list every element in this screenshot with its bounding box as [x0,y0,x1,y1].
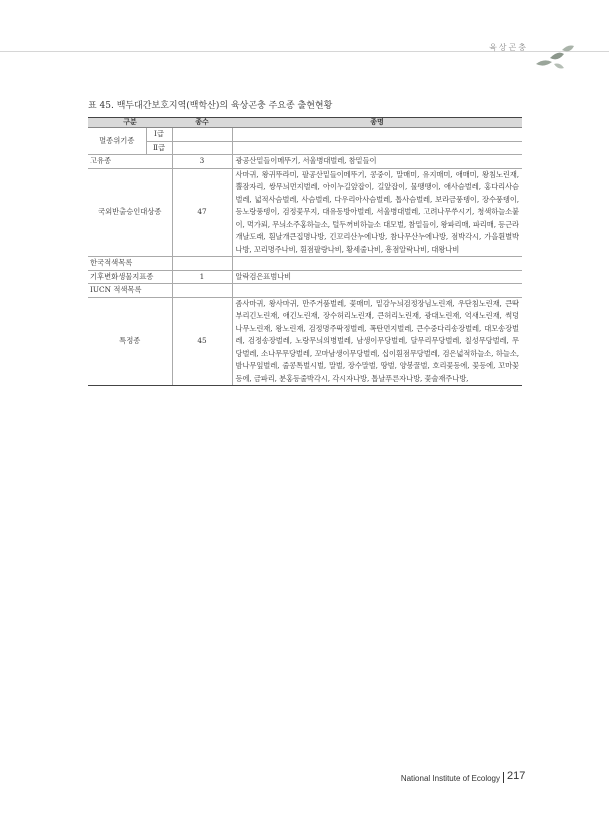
count-cell: 1 [172,270,232,284]
count-cell [172,141,232,155]
count-cell: 3 [172,155,232,169]
leaf-decoration-icon [534,44,576,72]
header-category: 구분 [88,118,172,128]
species-table [88,117,522,386]
species-cell: 좀사마귀, 왕사마귀, 만주거품벌레, 꽃매미, 밑감누늬검정장님노린재, 우단침노린재, 큰딱부리긴노린재, 애긴노린재, 장수허리노린재, 큰허리노린재, 광대노린재, 억새노린재, 썩덩나무노린재, 왕노린재, 검정명주딱정벌레, 폭탄먼지벌레, 큰수중다리송장벌레, 대모송장벌레, 검정송장벌레, 노랑무늬의병벌레, 남생이무당벌레, 달무리무당벌레, 칠성무당벌레, 무당벌레, 소나무무당벌레, 꼬마남생이무당벌레, 십이흰점무당벌레, 검은넓적하늘소, 하늘소, 밤나무잎벌레, 줄콩톡벌시벌, 말벌, 장수말벌, 땅벌, 양봉꿀벌, 호리꽃등에, 꽃등에, 꼬마꽃등에, 금파리, 분홍등줄박각시, 각시자나방, 톱날푸른자나방, 꽃술재주나방, [232,297,522,386]
category-cell: 특정종 [88,297,172,386]
category-cell: IUCN 적색목록 [88,284,172,298]
footer-institute: National Institute of Ecology [400,774,500,783]
grade-cell: Ⅰ급 [146,128,172,142]
category-cell: 국외반출승인대상종 [88,168,172,257]
category-cell: 멸종위기종 [88,128,146,155]
table-row [88,257,522,271]
count-cell: 45 [172,297,232,386]
table-header-row [88,118,522,128]
section-label: 육상곤충 [489,43,528,52]
table-row [88,297,522,386]
count-cell [172,284,232,298]
species-cell [232,141,522,155]
species-cell: 알락검은표범나비 [232,270,522,284]
table-row [88,284,522,298]
species-cell [232,257,522,271]
species-cell: 사마귀, 왕귀뚜라미, 팔공산밑들이메뚜기, 콩중이, 말매미, 유지매미, 애매미, 왕침노린재, 뿔잠자리, 쌍무늬먼지벌레, 아이누길앞잡이, 길앞잡이, 물땡땡이, 애사슴벌레, 홍다리사슴벌레, 넓적사슴벌레, 사슴벌레, 다우리아사슴벌레, 톱사슴벌레, 보라금풍뎅이, 장수풍뎅이, 등노랑풍뎅이, 검정꽃무지, 대유동방아벌레, 서울병대벌레, 고려나무쑤시기, 청색하늘소붙이, 먹가뢰, 무늬소주홍하늘소, 털두꺼비하늘소 대모벌, 참밑들이, 왕파리매, 파리매, 등근라개날도래, 흰날개큰집명나방, 긴꼬리산누에나방, 참나무산누에나방, 점박각시, 가을휜별박나방, 꼬리명주나비, 흰점팔랑나비, 황세줄나비, 흥점알락나비, 대왕나비 [232,168,522,257]
grade-cell: Ⅱ급 [146,141,172,155]
table-row [88,128,522,142]
category-cell: 한국적색목록 [88,257,172,271]
page-number: 217 [507,770,526,782]
count-cell [172,128,232,142]
count-cell: 47 [172,168,232,257]
table-row [88,168,522,257]
table-title: 표 45. 백두대간보호지역(백학산)의 육상곤충 주요종 출현현황 [88,101,333,111]
count-cell [172,257,232,271]
species-cell: 광공산밑들이메뚜기, 서울병대벌레, 참밑들이 [232,155,522,169]
table-row [88,141,522,155]
footer-divider [503,772,504,783]
category-cell: 기후변화생물지표종 [88,270,172,284]
table-row [88,155,522,169]
header-count: 종수 [172,118,232,128]
table-row [88,270,522,284]
species-cell [232,284,522,298]
category-cell: 고유종 [88,155,172,169]
species-cell [232,128,522,142]
header-species: 종명 [232,118,522,128]
